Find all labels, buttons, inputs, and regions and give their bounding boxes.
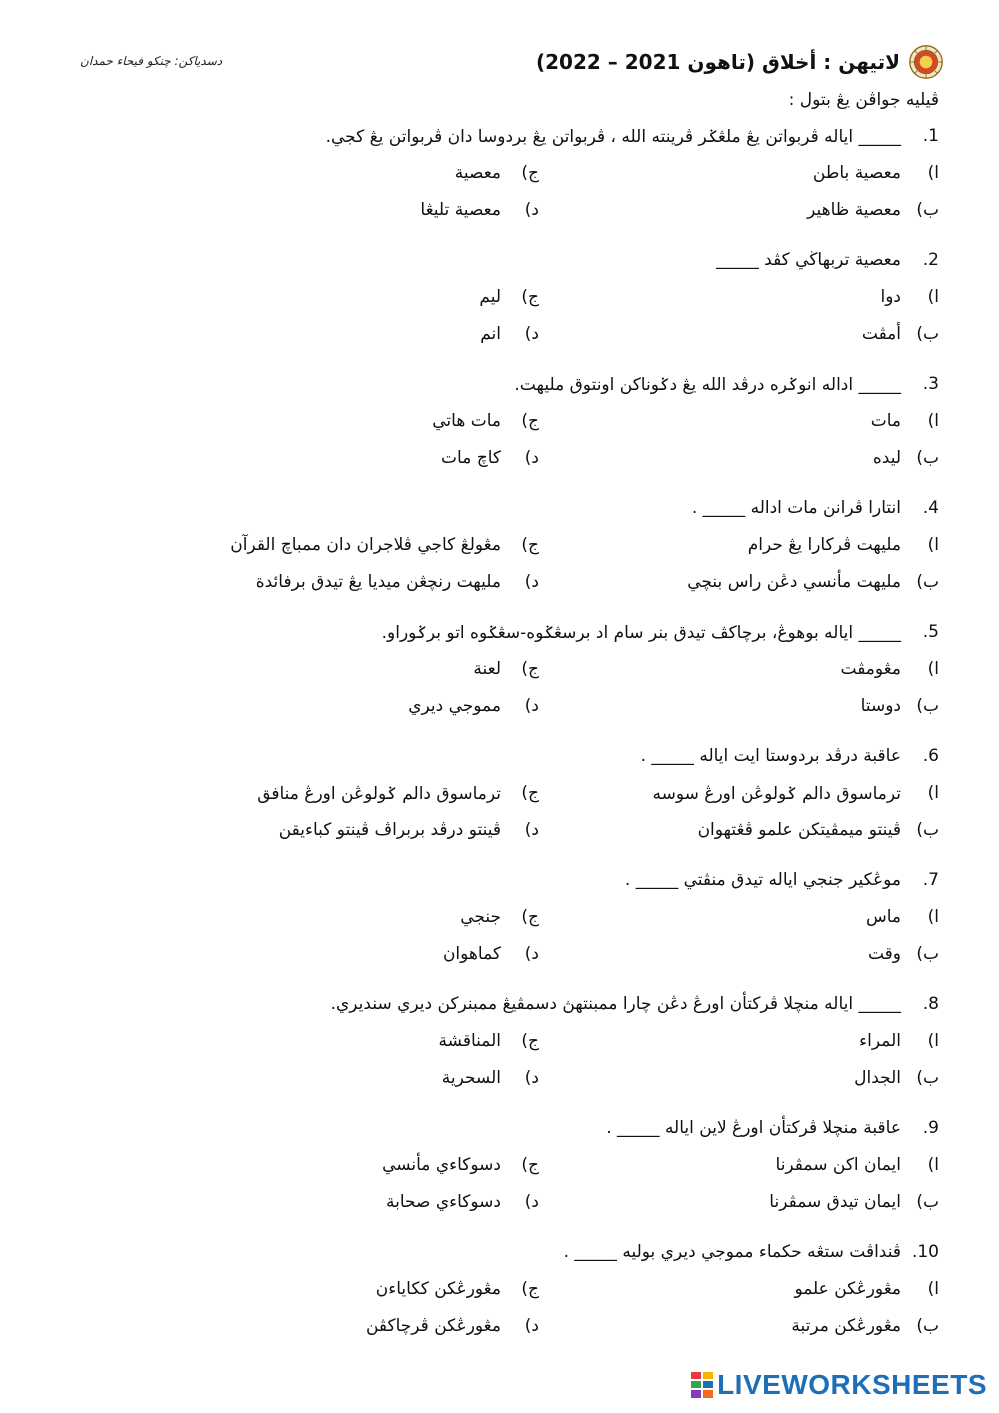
option-label: ج) xyxy=(521,783,539,803)
question-number: 2. xyxy=(922,250,939,270)
option-label: ب) xyxy=(916,572,939,592)
option-text: السحرية xyxy=(441,1068,501,1088)
answer-option[interactable] xyxy=(776,1155,939,1175)
option-label: د) xyxy=(524,200,539,220)
answer-option[interactable] xyxy=(408,696,539,716)
option-label: ا) xyxy=(927,1155,939,1175)
question-number: 3. xyxy=(922,374,939,394)
option-label: ا) xyxy=(927,1031,939,1051)
answer-option[interactable] xyxy=(279,820,539,840)
answer-option[interactable] xyxy=(791,1316,939,1336)
question-line xyxy=(692,498,939,518)
school-crest-icon xyxy=(908,44,944,80)
question-line xyxy=(514,374,939,395)
answer-option[interactable] xyxy=(880,287,939,307)
question-number: 4. xyxy=(922,498,939,518)
answer-option[interactable] xyxy=(862,324,939,344)
option-label: د) xyxy=(524,1192,539,1212)
option-text: مڠورڠكن ككاياءن xyxy=(375,1279,501,1299)
question-item xyxy=(59,244,939,368)
option-label: د) xyxy=(524,572,539,592)
option-label: ا) xyxy=(927,1279,939,1299)
answer-option[interactable] xyxy=(455,163,539,183)
option-label: ب) xyxy=(916,200,939,220)
option-label: ب) xyxy=(916,1316,939,1336)
option-text: معصية تليڠا xyxy=(420,200,501,220)
question-text: انتارا ڤرانن مات اداله _____ . xyxy=(691,498,901,518)
worksheet-header xyxy=(70,40,944,80)
option-text: الجدال xyxy=(854,1068,901,1088)
question-item xyxy=(59,492,939,616)
question-number: 7. xyxy=(922,870,939,890)
answer-option[interactable] xyxy=(841,659,940,679)
answer-option[interactable] xyxy=(420,200,539,220)
page-title: لاتيهن : أخلاق (تاهون 2021 – 2022) xyxy=(535,50,900,74)
answer-option[interactable] xyxy=(257,783,539,804)
option-text: مليهت ڤركارا يڠ حرام xyxy=(747,535,901,555)
option-label: ج) xyxy=(521,163,539,183)
question-item xyxy=(59,1112,939,1236)
answer-option[interactable] xyxy=(439,1031,539,1051)
answer-option[interactable] xyxy=(698,820,939,840)
option-text: معصية باطن xyxy=(812,163,901,183)
answer-option[interactable] xyxy=(873,448,939,468)
option-text: ترماسوق دالم ݢولوڠن اورڠ سوسه xyxy=(652,784,901,804)
option-text: أمڤت xyxy=(861,324,901,344)
answer-option[interactable] xyxy=(366,1316,539,1336)
option-label: د) xyxy=(524,820,539,840)
option-text: مڠورڠكن علمو xyxy=(794,1279,901,1299)
answer-option[interactable] xyxy=(807,200,939,220)
option-text: دوا xyxy=(880,287,901,307)
question-line xyxy=(716,250,939,270)
option-text: ڤينتو درڤد بربراڤ ڤينتو كباءيقن xyxy=(278,820,501,840)
question-item xyxy=(59,988,939,1112)
option-text: مڠورڠكن ڤرچاكڤن xyxy=(365,1316,501,1336)
question-list xyxy=(59,120,939,1360)
option-label: ب) xyxy=(916,820,939,840)
option-label: ا) xyxy=(927,659,939,679)
option-text: دسوكاءي صحابة xyxy=(385,1192,501,1212)
answer-option[interactable] xyxy=(859,1031,939,1051)
answer-option[interactable] xyxy=(479,287,539,307)
option-text: انم xyxy=(480,324,501,344)
option-label: د) xyxy=(524,1068,539,1088)
option-label: د) xyxy=(524,1316,539,1336)
option-text: مڠورڠكن مرتبة xyxy=(791,1316,901,1336)
question-number: 9. xyxy=(922,1118,939,1138)
option-text: ايمان اكن سمڤرنا xyxy=(775,1155,901,1175)
question-text: ڤنداڤت ستڠه حكماء مموجي ديري بوليه _____ . xyxy=(563,1242,901,1262)
option-text: ليده xyxy=(872,448,901,468)
answer-option[interactable] xyxy=(861,696,939,716)
option-text: جنجي xyxy=(460,907,501,927)
answer-option[interactable] xyxy=(769,1192,939,1212)
option-text: مليهت رنچڠن ميديا يڠ تيدق برفائدة xyxy=(255,572,501,592)
question-item xyxy=(59,120,939,244)
question-text: _____ اياله منچلا ڤركتأن اورڠ دڠن چارا ممبنتهڽ دسمڤيڠ ممبنركن ديري سنديري. xyxy=(330,994,901,1014)
answer-option[interactable] xyxy=(854,1068,939,1088)
question-number: 6. xyxy=(922,746,939,766)
option-text: المراء xyxy=(859,1031,901,1051)
option-label: ب) xyxy=(916,944,939,964)
option-label: ج) xyxy=(521,659,539,679)
option-label: ا) xyxy=(927,287,939,307)
answer-option[interactable] xyxy=(256,572,539,592)
liveworksheets-brand: LIVEWORKSHEETS xyxy=(717,1369,987,1400)
answer-option[interactable] xyxy=(382,1155,539,1175)
option-label: ج) xyxy=(521,287,539,307)
question-item xyxy=(59,616,939,740)
answer-option[interactable] xyxy=(653,783,939,804)
option-label: ج) xyxy=(521,1031,539,1051)
option-label: ا) xyxy=(927,411,939,431)
option-label: ج) xyxy=(521,411,539,431)
prepared-by-note: دسدياكن: چنكو فيحاء حمدان xyxy=(80,54,223,68)
option-label: ب) xyxy=(916,1068,939,1088)
option-label: ج) xyxy=(521,535,539,555)
option-text: ترماسوق دالم ݢولوڠن اورڠ منافق xyxy=(257,784,501,804)
question-text: موڠكير جنجي اياله تيدق منڤتي _____ . xyxy=(624,870,901,890)
question-line xyxy=(564,1242,939,1262)
option-text: ماس xyxy=(865,907,901,927)
option-text: معصية ظاهير xyxy=(807,200,901,220)
option-label: ب) xyxy=(916,1192,939,1212)
question-text: عاقبة منچلا ڤركتأن اورڠ لاين اياله _____ . xyxy=(606,1118,901,1138)
question-item xyxy=(59,1236,939,1360)
option-text: مڠومڤت xyxy=(840,659,901,679)
option-label: ا) xyxy=(927,535,939,555)
option-text: وقت xyxy=(867,944,901,964)
option-label: ب) xyxy=(916,448,939,468)
answer-option[interactable] xyxy=(441,448,539,468)
question-number: 8. xyxy=(922,994,939,1014)
question-item xyxy=(59,740,939,864)
liveworksheets-logo xyxy=(691,1369,987,1401)
answer-option[interactable] xyxy=(813,163,939,183)
option-text: كماهوان xyxy=(442,944,501,964)
option-text: كاچ مات xyxy=(441,448,501,468)
answer-option[interactable] xyxy=(748,535,939,555)
option-text: معصية xyxy=(454,163,501,183)
option-text: دسوكاءي مأنسي xyxy=(382,1155,501,1175)
option-label: د) xyxy=(524,696,539,716)
liveworksheets-icon xyxy=(691,1372,713,1398)
instruction-text: ڤيليه جواڤن يڠ بتول : xyxy=(788,90,939,110)
option-text: المناقشة xyxy=(438,1031,501,1051)
answer-option[interactable] xyxy=(442,1068,539,1088)
option-label: ب) xyxy=(916,324,939,344)
answer-option[interactable] xyxy=(230,535,539,555)
option-label: ا) xyxy=(927,783,939,803)
question-item xyxy=(59,368,939,492)
option-text: مموجي ديري xyxy=(408,696,501,716)
question-text: معصية تربهاڬي كڤد _____ xyxy=(716,250,901,270)
question-number: 10. xyxy=(911,1242,939,1262)
answer-option[interactable] xyxy=(868,944,939,964)
answer-option[interactable] xyxy=(871,411,939,431)
question-line xyxy=(606,1118,939,1138)
option-label: د) xyxy=(524,448,539,468)
option-text: ايمان تيدق سمڤرنا xyxy=(769,1192,901,1212)
question-text: عاقبة درڤد بردوستا ايت اياله _____ . xyxy=(640,746,901,766)
answer-option[interactable] xyxy=(687,572,939,592)
question-line xyxy=(382,622,939,643)
answer-option[interactable] xyxy=(386,1192,539,1212)
option-text: ليم xyxy=(479,287,501,307)
answer-option[interactable] xyxy=(460,907,539,927)
answer-option[interactable] xyxy=(443,944,539,964)
question-line xyxy=(326,126,939,147)
option-label: د) xyxy=(524,324,539,344)
question-item xyxy=(59,864,939,988)
question-line xyxy=(331,994,939,1014)
question-number: 1. xyxy=(922,126,939,146)
option-label: ج) xyxy=(521,1155,539,1175)
option-label: ب) xyxy=(916,696,939,716)
option-label: ا) xyxy=(927,163,939,183)
answer-option[interactable] xyxy=(473,659,539,679)
option-text: لعنة xyxy=(473,659,501,679)
question-number: 5. xyxy=(922,622,939,642)
option-text: ڤينتو ميمڤيتكن علمو ڤڠتهوان xyxy=(697,820,901,840)
question-line xyxy=(641,746,939,766)
option-label: ج) xyxy=(521,1279,539,1299)
answer-option[interactable] xyxy=(480,324,539,344)
option-label: ج) xyxy=(521,907,539,927)
option-text: مڠولڠ كاجي ڤلاجران دان ممباچ القرآن xyxy=(230,535,501,555)
option-text: دوستا xyxy=(860,696,901,716)
question-text: _____ اداله انوݢره درڤد الله يڠ دݢوناكن اونتوق مليهت. xyxy=(514,375,901,395)
option-label: ا) xyxy=(927,907,939,927)
question-text: _____ اياله بوهوڠ، برچاكڤ تيدق بنر سام اد برسڠݢوه-سڠݢوه اتو برݢوراو. xyxy=(381,623,901,643)
title-block xyxy=(536,44,944,80)
answer-option[interactable] xyxy=(794,1279,939,1299)
option-label: د) xyxy=(524,944,539,964)
option-text: مليهت مأنسي دڠن راس بنچي xyxy=(687,572,901,592)
answer-option[interactable] xyxy=(432,411,539,431)
question-line xyxy=(625,870,939,890)
question-text: _____ اياله ڤربواتن يڠ ملڠݢر ڤرينته الله ، ڤربواتن يڠ بردوسا دان ڤربواتن يڠ كجي. xyxy=(325,127,901,147)
option-text: مات هاتي xyxy=(432,411,501,431)
answer-option[interactable] xyxy=(866,907,939,927)
option-text: مات xyxy=(870,411,901,431)
answer-option[interactable] xyxy=(376,1279,539,1299)
